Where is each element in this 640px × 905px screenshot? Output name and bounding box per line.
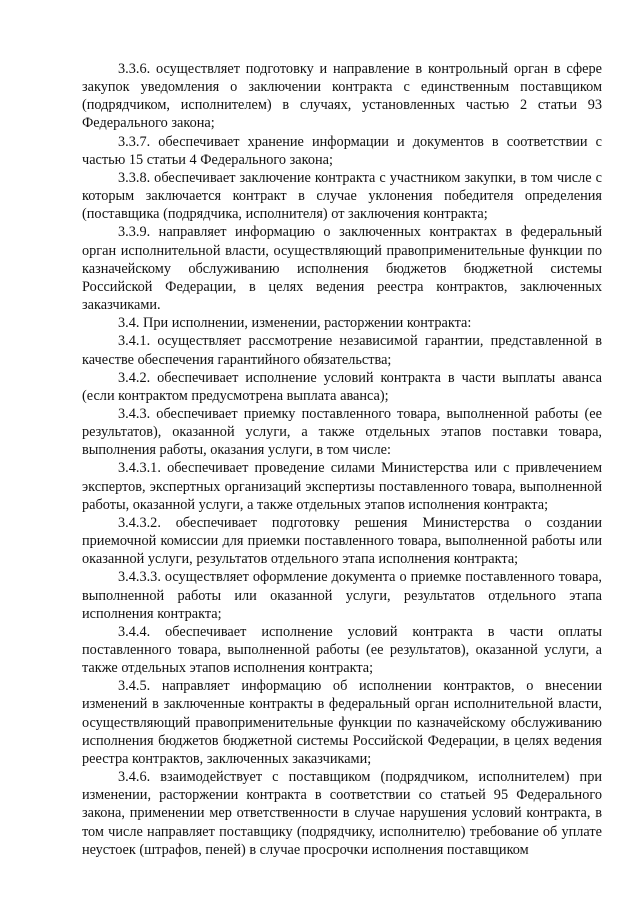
paragraph-3-4: 3.4. При исполнении, изменении, расторжении контракта: bbox=[118, 315, 472, 332]
paragraph-3-3-7: 3.3.7. обеспечивает хранение информации и документов в соответствии с частью 15 статьи 4 Федерального закона; bbox=[82, 133, 602, 168]
paragraph-3-4-1: 3.4.1. осуществляет рассмотрение независимой гарантии, представленной в качестве обеспечения гарантийного обязательства; bbox=[82, 333, 602, 368]
paragraph-3-3-9: 3.3.9. направляет информацию о заключенных контрактах в федеральный орган исполнительной власти, осуществляющий правоприменительные функции по казначейскому обслуживанию исполнения бюджетов бюджетной системы Российской Федерации, в целях ведения реестра контрактов, заключенных заказчиками. bbox=[82, 224, 602, 314]
paragraph-3-4-3-1: 3.4.3.1. обеспечивает проведение силами Министерства или с привлечением экспертов, экспертных организаций экспертизы поставленного товара, выполненной работы, оказанной услуги, а также отдельных этапов исполнения контракта; bbox=[82, 460, 602, 513]
paragraph-3-3-8: 3.3.8. обеспечивает заключение контракта с участником закупки, в том числе с которым заключается контракт в случае уклонения победителя определения (поставщика (подрядчика, исполнителя) от заключения контракта; bbox=[82, 169, 602, 223]
paragraph-3-4-6: 3.4.6. взаимодействует с поставщиком (подрядчиком, исполнителем) при изменении, расторжении контракта в соответствии со статьей 95 Федерального закона, применении мер ответственности в случае нарушения условий контракта, в том числе направляет поставщику (подрядчику, исполнителю) требование об уплате неустоек (штрафов, пеней) в случае просрочки исполнения поставщиком bbox=[82, 769, 602, 858]
paragraph-3-4-5: 3.4.5. направляет информацию об исполнении контрактов, о внесении изменений в заключенные контракты в федеральный орган исполнительной власти, осуществляющий правоприменительные функции по казначейскому обслуживанию исполнения бюджетов бюджетной системы Российской Федерации, в целях ведения реестра контрактов, заключенных заказчиками; bbox=[82, 678, 602, 767]
paragraph-3-4-2: 3.4.2. обеспечивает исполнение условий контракта в части выплаты аванса (если контрактом предусмотрена выплата аванса); bbox=[82, 369, 602, 404]
paragraph-3-4-4: 3.4.4. обеспечивает исполнение условий контракта в части оплаты поставленного товара, выполненной работы (ее результатов), оказанной услуги, а также отдельных этапов исполнения контракта; bbox=[82, 623, 602, 677]
paragraph-3-4-3-2: 3.4.3.2. обеспечивает подготовку решения Министерства о создании приемочной комиссии для приемки поставленного товара, выполненной работы или оказанной услуги, результатов отдельного этапа исполнения контракта; bbox=[82, 514, 602, 568]
paragraph-3-4-3: 3.4.3. обеспечивает приемку поставленного товара, выполненной работы (ее результатов), оказанной услуги, а также отдельных этапов поставки товара, выполнения работы, оказания услуги, в том числе: bbox=[82, 405, 602, 459]
paragraph-3-3-6: 3.3.6. осуществляет подготовку и направление в контрольный орган в сфере закупок уведомления о заключении контракта с единственным поставщиком (подрядчиком, исполнителем) в случаях, установленных частью 2 статьи 93 Федерального закона; bbox=[82, 61, 602, 132]
paragraph-3-4-3-3: 3.4.3.3. осуществляет оформление документа о приемке поставленного товара, выполненной работы или оказанной услуги, результатов отдельного этапа исполнения контракта; bbox=[82, 569, 602, 622]
